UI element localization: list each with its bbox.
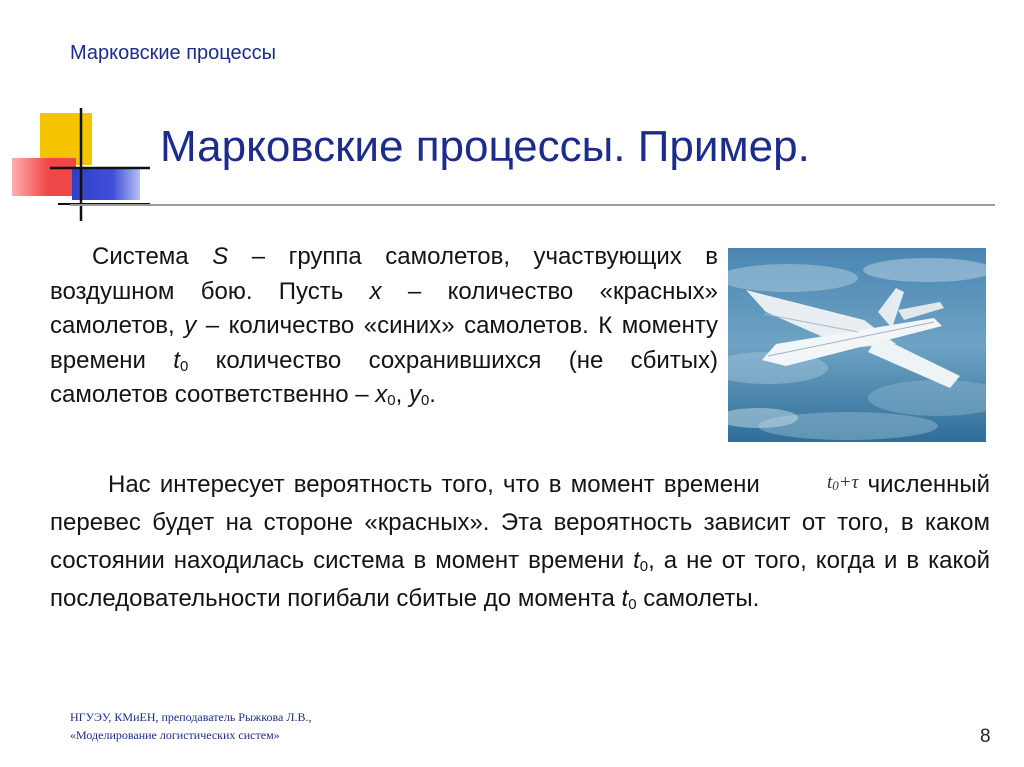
- slide-title: Марковские процессы. Пример.: [160, 122, 810, 171]
- footer-line-2: «Моделирование логистических систем»: [70, 728, 280, 742]
- header-text: Марковские процессы: [70, 42, 277, 64]
- footer-credits: [70, 708, 312, 744]
- time-formula: $t_0+\tau$: [826, 472, 859, 493]
- page-number: 8: [980, 726, 991, 747]
- paragraph-1: Система S – группа самолетов, участвующих в воздушном бою. Пусть x – количество «красных» самолетов, y – количество «синих» самолетов. К моменту времени $t_0$ количество сохранившихся (не сбитых) самолетов соответственно – $x_0$, $y_0$.: [50, 243, 718, 409]
- aircraft-photo: [728, 248, 986, 442]
- paragraph-2: Нас интересует вероятность того, что в момент времени $t_0+\tau$ численный перевес будет на стороне «красных». Эта вероятность зависит от того, в каком состоянии находилась система в момент времени $t_0$, а не от того, когда и в какой последовательности погибали сбитые до момента $t_0$ самолеты.: [50, 464, 990, 618]
- footer-line-1: НГУЭУ, КМиЕН, преподаватель Рыжкова Л.В.,: [70, 710, 312, 724]
- title-divider: [70, 204, 995, 206]
